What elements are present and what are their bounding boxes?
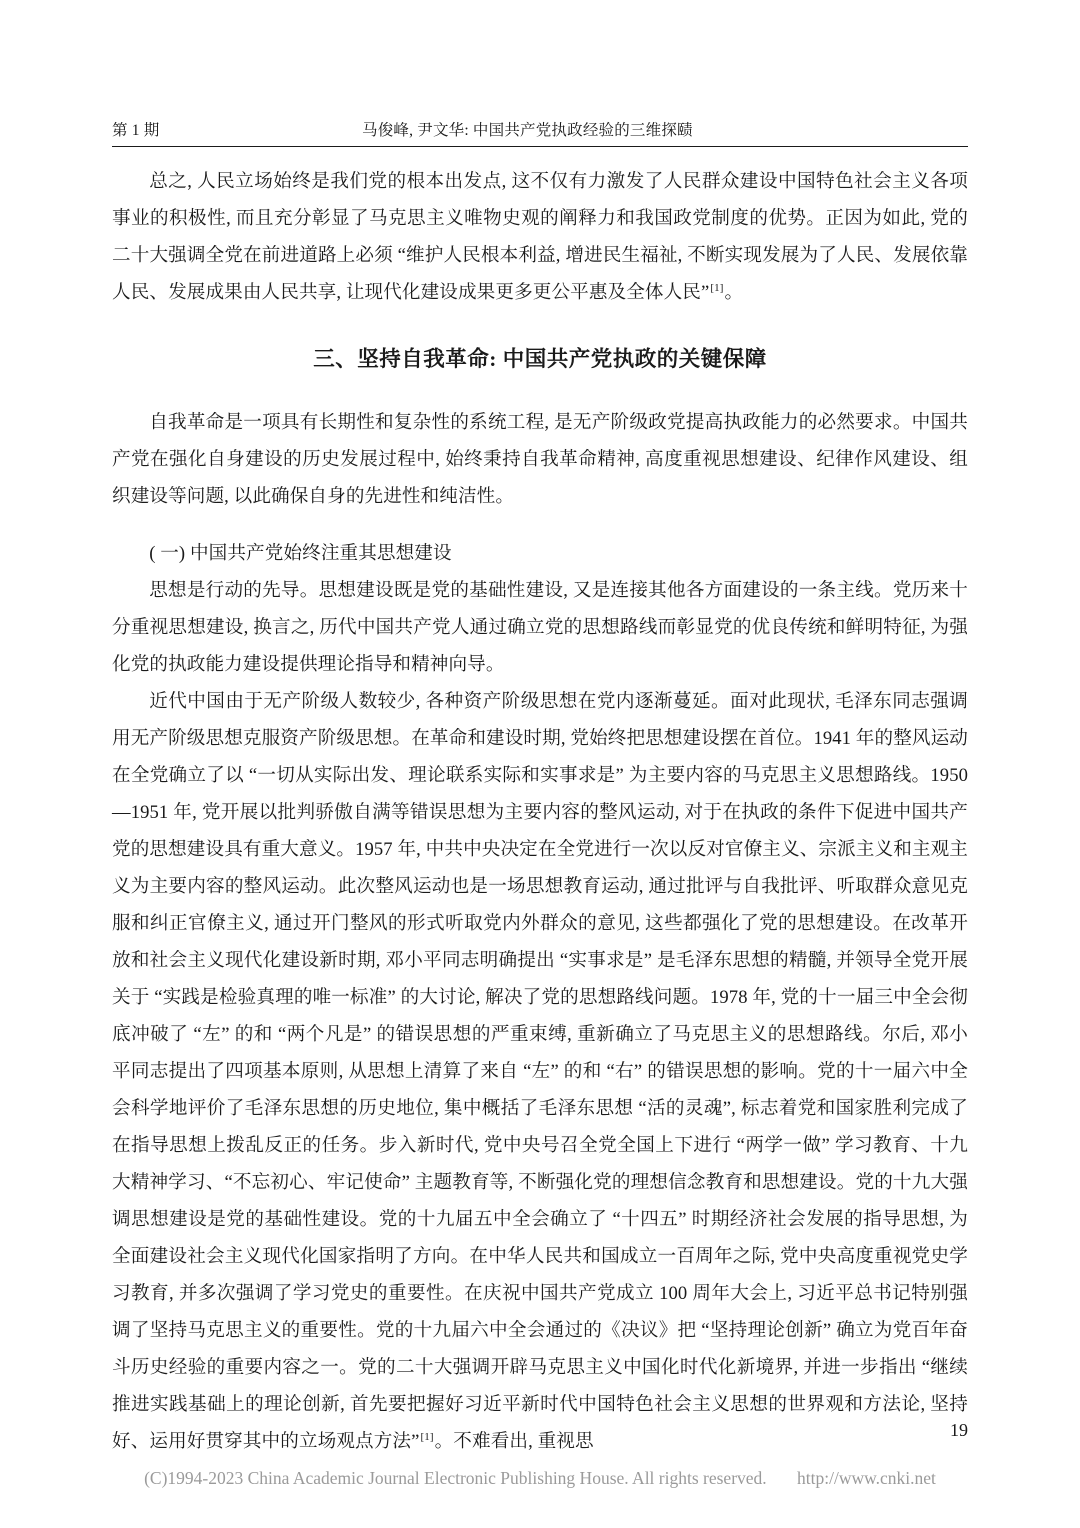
footer-url: http://www.cnki.net	[797, 1468, 936, 1488]
paragraph-sub-2	[112, 683, 968, 1460]
paragraph-intro-text: 总之, 人民立场始终是我们党的根本出发点, 这不仅有力激发了人民群众建设中国特色社会主义各项事业的积极性, 而且充分彰显了马克思主义唯物史观的阐释力和我国政党制度的优势。正因为如此, 党的二十大强调全党在前进道路上必须 “维护人民根本利益, 增进民生福祉, 不断实现发展为了人民、发展依靠人民、发展成果由人民共享, 让现代化建设成果更多更公平惠及全体人民”	[112, 171, 968, 303]
page-number: 19	[950, 1420, 968, 1440]
citation-ref: [1]	[710, 281, 724, 294]
running-head-issue: 第 1 期	[112, 122, 160, 139]
page-content	[112, 118, 968, 1460]
section-heading: 三、坚持自我革命: 中国共产党执政的关键保障	[313, 347, 767, 371]
footer-notice	[0, 1468, 1080, 1489]
footer-copyright: (C)1994-2023 China Academic Journal Electronic Publishing House. All rights reserved.	[144, 1468, 767, 1488]
paragraph-sub-2-text: 近代中国由于无产阶级人数较少, 各种资产阶级思想在党内逐渐蔓延。面对此现状, 毛泽东同志强调用无产阶级思想克服资产阶级思想。在革命和建设时期, 党始终把思想建设摆在首位。1941 年的整风运动在全党确立了以 “一切从实际出发、理论联系实际和实事求是” 为主要内容的马克思主义思想路线。1950—1951 年, 党开展以批判骄傲自满等错误思想为主要内容的整风运动, 对于在执政的条件下促进中国共产党的思想建设具有重大意义。1957 年, 中共中央决定在全党进行一次以反对官僚主义、宗派主义和主观主义为主要内容的整风运动。此次整风运动也是一场思想教育运动, 通过批评与自我批评、听取群众意见克服和纠正官僚主义, 通过开门整风的形式听取党内外群众的意见, 这些都强化了党的思想建设。在改革开放和社会主义现代化建设新时期, 邓小平同志明确提出 “实事求是” 是毛泽东思想的精髓, 并领导全党开展关于 “实践是检验真理的唯一标准” 的大讨论, 解决了党的思想路线问题。1978 年, 党的十一届三中全会彻底冲破了 “左” 的和 “两个凡是” 的错误思想的严重束缚, 重新确立了马克思主义的思想路线。尔后, 邓小平同志提出了四项基本原则, 从思想上清算了来自 “左” 的和 “右” 的错误思想的影响。党的十一届六中全会科学地评价了毛泽东思想的历史地位, 集中概括了毛泽东思想 “活的灵魂”, 标志着党和国家胜利完成了在指导思想上拨乱反正的任务。步入新时代, 党中央号召全党全国上下进行 “两学一做” 学习教育、十九大精神学习、“不忘初心、牢记使命” 主题教育等, 不断强化党的理想信念教育和思想建设。党的十九大强调思想建设是党的基础性建设。党的十九届五中全会确立了 “十四五” 时期经济社会发展的指导思想, 为全面建设社会主义现代化国家指明了方向。在中华人民共和国成立一百周年之际, 党中央高度重视党史学习教育, 并多次强调了学习党史的重要性。在庆祝中国共产党成立 100 周年大会上, 习近平总书记特别强调了坚持马克思主义的重要性。党的十九届六中全会通过的《决议》把 “坚持理论创新” 确立为党百年奋斗历史经验的重要内容之一。党的二十大强调开辟马克思主义中国化时代化新境界, 并进一步指出 “继续推进实践基础上的理论创新, 首先要把握好习近平新时代中国特色社会主义思想的世界观和方法论, 坚持好、运用好贯穿其中的立场观点方法”	[112, 691, 969, 1452]
citation-ref: [1]	[420, 1430, 434, 1443]
subsection-heading: ( 一) 中国共产党始终注重其思想建设	[149, 543, 452, 564]
running-head-title: 马俊峰, 尹文华: 中国共产党执政经验的三维探赜	[362, 122, 693, 139]
paragraph-section-lead: 自我革命是一项具有长期性和复杂性的系统工程, 是无产阶级政党提高执政能力的必然要求。中国共产党在强化自身建设的历史发展过程中, 始终秉持自我革命精神, 高度重视思想建设、纪律作风建设、组织建设等问题, 以此确保自身的先进性和纯洁性。	[112, 412, 968, 507]
paragraph-sub-2-tail: 。不难看出, 重视思	[434, 1431, 594, 1452]
paragraph-intro-tail: 。	[724, 282, 744, 303]
paragraph-sub-1: 思想是行动的先导。思想建设既是党的基础性建设, 又是连接其他各方面建设的一条主线。党历来十分重视思想建设, 换言之, 历代中国共产党人通过确立党的思想路线而彰显党的优良传统和鲜明特征, 为强化党的执政能力建设提供理论指导和精神向导。	[112, 580, 968, 675]
running-head	[112, 118, 968, 147]
article-body	[112, 163, 968, 1460]
paragraph-intro	[112, 163, 968, 311]
